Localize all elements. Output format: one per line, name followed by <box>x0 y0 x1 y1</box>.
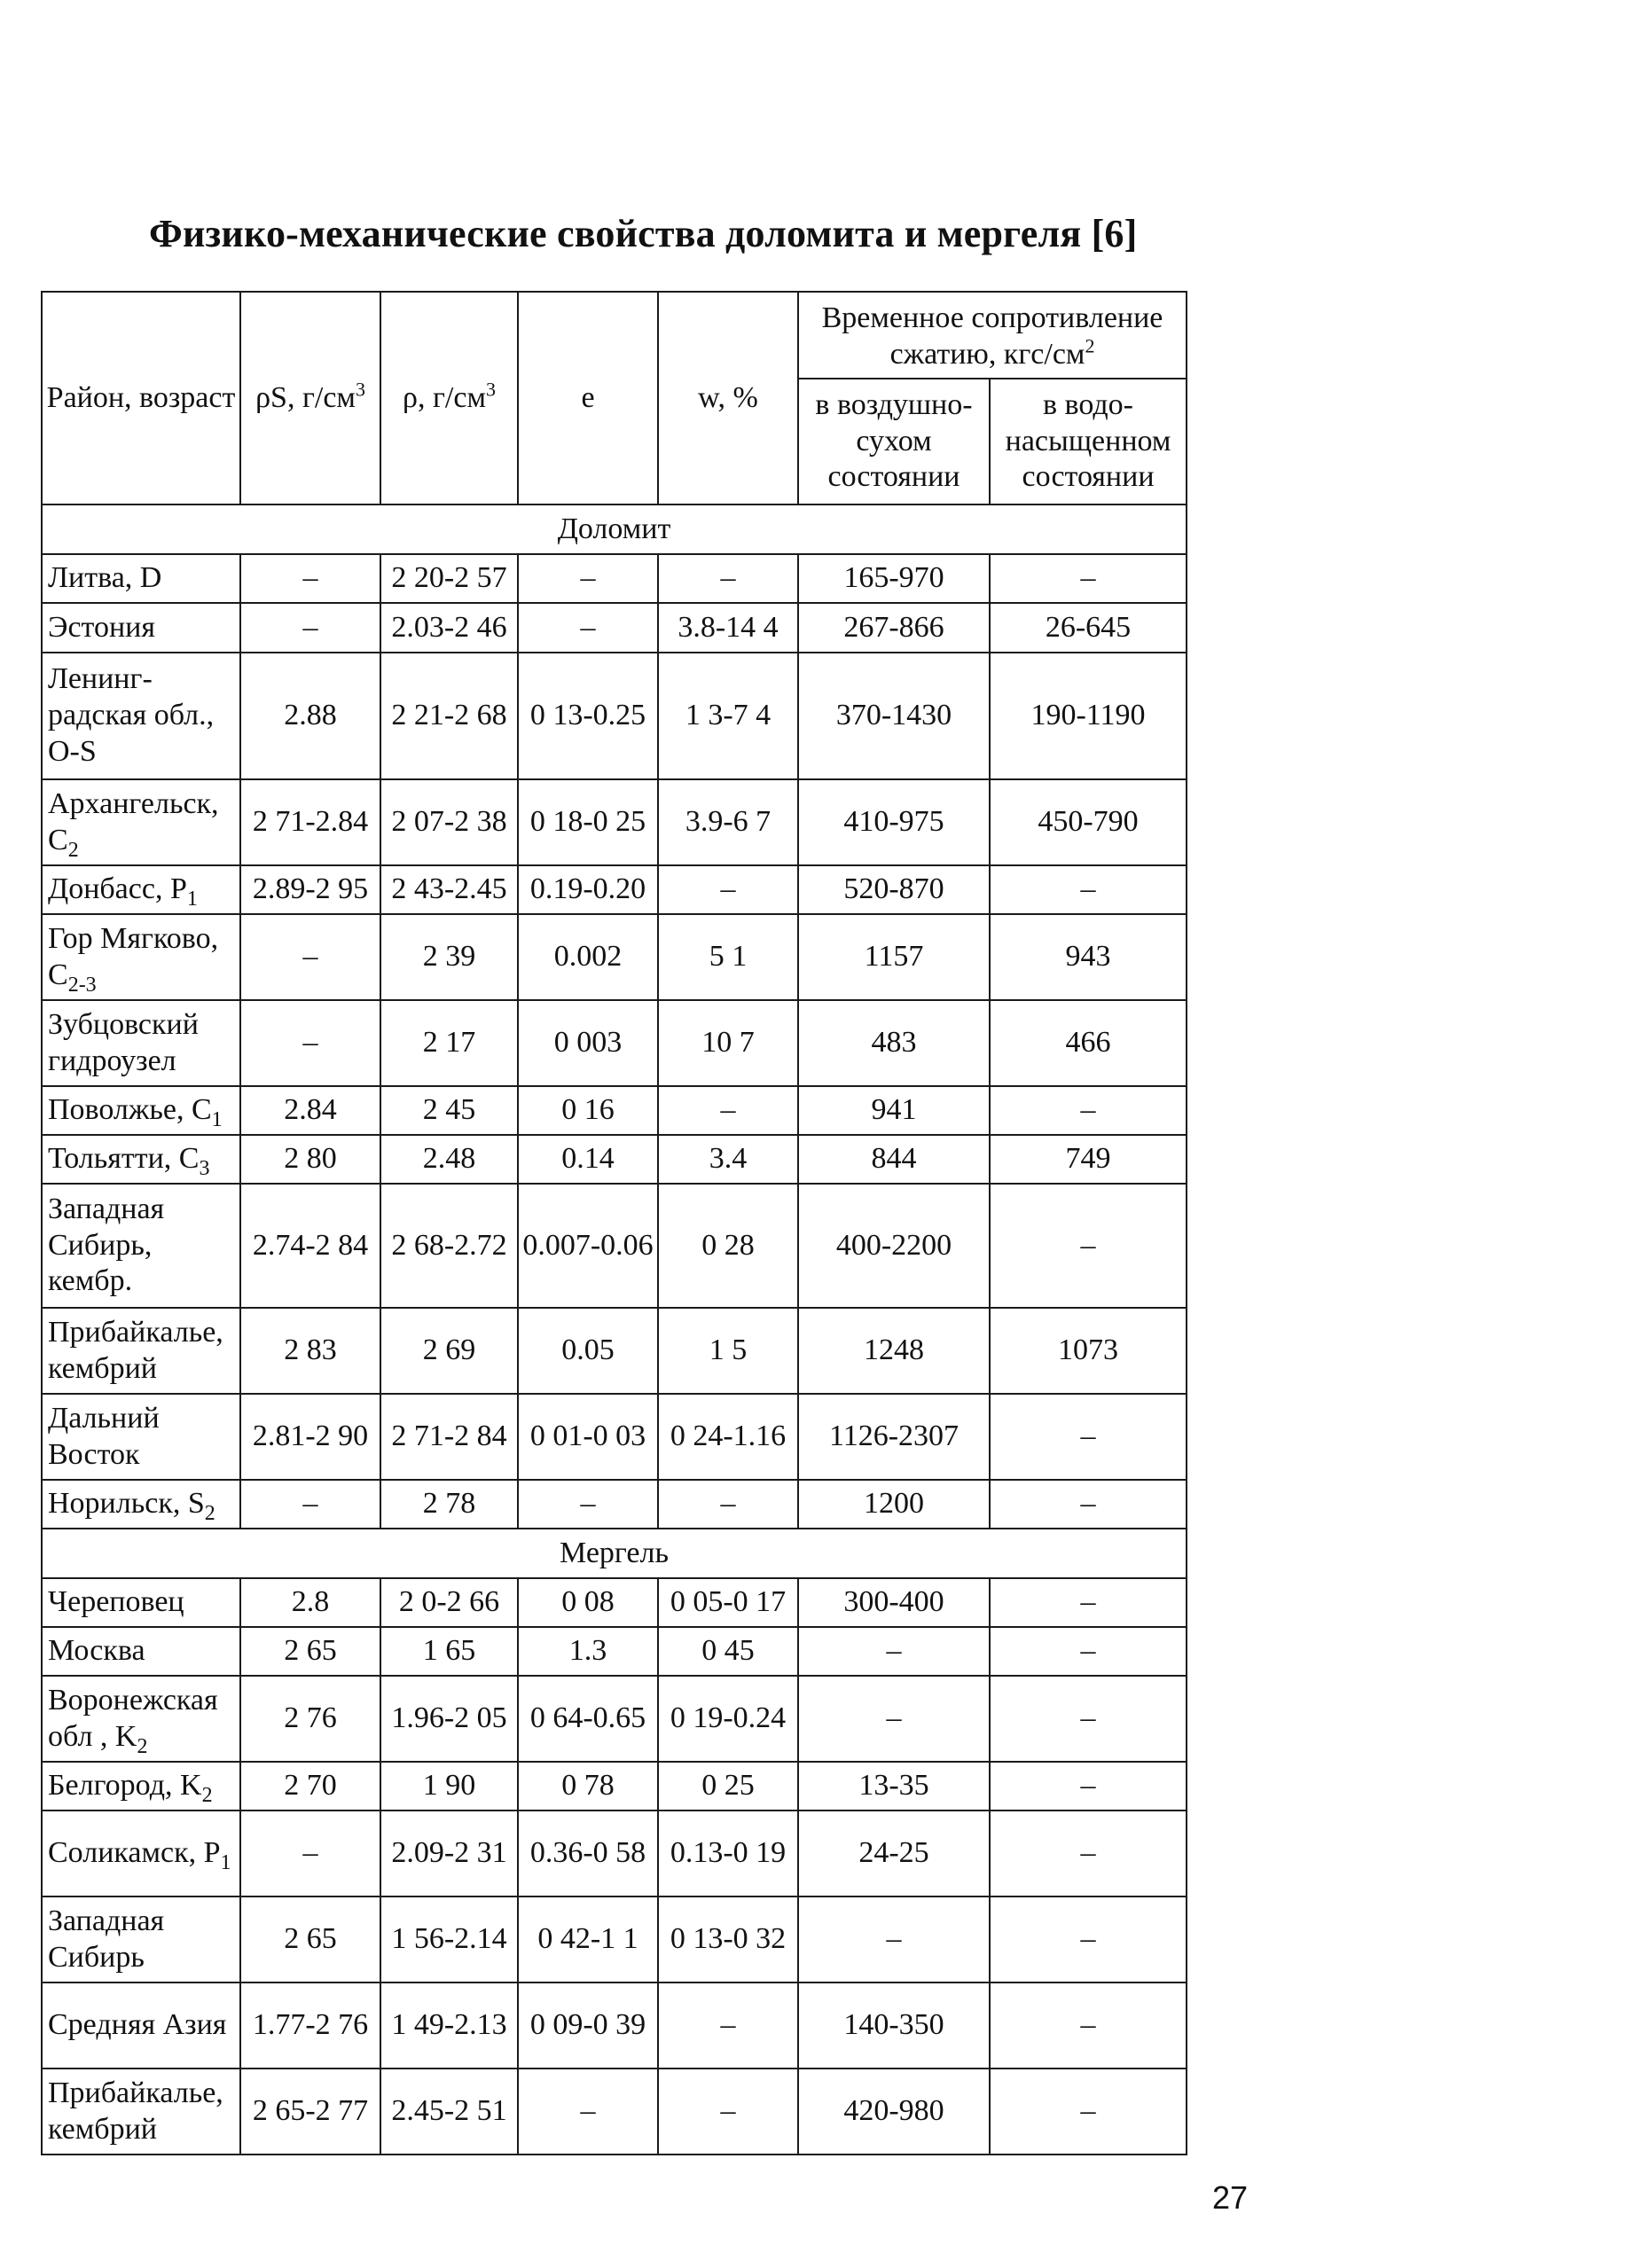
cell-e: – <box>518 554 658 603</box>
cell-rho: 2 07-2 38 <box>380 779 518 865</box>
header-rho-s: ρS, $г/см^3$ <box>240 292 380 504</box>
cell-e: 0 01-0 03 <box>518 1394 658 1480</box>
cell-rho-s: 2.84 <box>240 1086 380 1135</box>
table-row <box>42 865 1187 914</box>
cell-rho: 2 39 <box>380 914 518 1000</box>
cell-e: 0.36-0 58 <box>518 1810 658 1897</box>
cell-water-saturated: – <box>990 1983 1187 2069</box>
cell-rho-s: 2.8 <box>240 1578 380 1627</box>
cell-water-saturated: 466 <box>990 1000 1187 1086</box>
cell-air-dry: 400-2200 <box>798 1184 990 1308</box>
cell-rho: 1 49-2.13 <box>380 1983 518 2069</box>
table-row <box>42 1578 1187 1627</box>
cell-w: 1 5 <box>658 1308 798 1394</box>
cell-air-dry: – <box>798 1627 990 1676</box>
cell-rho-s: – <box>240 603 380 653</box>
table-row <box>42 603 1187 653</box>
cell-e: 0 18-0 25 <box>518 779 658 865</box>
cell-water-saturated: 26-645 <box>990 603 1187 653</box>
cell-rho-s: 2.74-2 84 <box>240 1184 380 1308</box>
cell-water-saturated: – <box>990 1480 1187 1529</box>
table-header <box>42 292 1187 504</box>
cell-w: – <box>658 865 798 914</box>
cell-air-dry: 165-970 <box>798 554 990 603</box>
table-row <box>42 1762 1187 1810</box>
header-region: Район, возраст <box>42 292 240 504</box>
cell-air-dry: 370-1430 <box>798 653 990 779</box>
cell-rho: 2 78 <box>380 1480 518 1529</box>
cell-rho: 2 68-2.72 <box>380 1184 518 1308</box>
cell-rho: 1.96-2 05 <box>380 1676 518 1762</box>
cell-rho-s: 2 65-2 77 <box>240 2069 380 2155</box>
cell-air-dry: 267-866 <box>798 603 990 653</box>
cell-rho: 2 17 <box>380 1000 518 1086</box>
cell-air-dry: 941 <box>798 1086 990 1135</box>
cell-air-dry: – <box>798 1676 990 1762</box>
cell-w: 0 25 <box>658 1762 798 1810</box>
cell-e: 0.05 <box>518 1308 658 1394</box>
header-e: e <box>518 292 658 504</box>
cell-water-saturated: – <box>990 865 1187 914</box>
cell-air-dry: 1157 <box>798 914 990 1000</box>
cell-air-dry: 24-25 <box>798 1810 990 1897</box>
cell-e: 0.19-0.20 <box>518 865 658 914</box>
cell-rho: 2.48 <box>380 1135 518 1184</box>
cell-region: Воронежская обл , $K_2$ <box>42 1676 240 1762</box>
cell-rho-s: 2.81-2 90 <box>240 1394 380 1480</box>
cell-w: 0 24-1.16 <box>658 1394 798 1480</box>
cell-w: 0.13-0 19 <box>658 1810 798 1897</box>
cell-water-saturated: – <box>990 554 1187 603</box>
cell-rho-s: 2.89-2 95 <box>240 865 380 914</box>
cell-water-saturated: 190-1190 <box>990 653 1187 779</box>
cell-water-saturated: – <box>990 1676 1187 1762</box>
cell-water-saturated: 943 <box>990 914 1187 1000</box>
cell-w: – <box>658 1086 798 1135</box>
cell-water-saturated: 450-790 <box>990 779 1187 865</box>
cell-rho: 2 45 <box>380 1086 518 1135</box>
cell-e: 0 08 <box>518 1578 658 1627</box>
header-air-dry: в воздушно-сухом состоянии <box>798 379 990 504</box>
cell-air-dry: 300-400 <box>798 1578 990 1627</box>
table-row <box>42 1135 1187 1184</box>
cell-e: 0 64-0.65 <box>518 1676 658 1762</box>
cell-region: Зубцовский гидроузел <box>42 1000 240 1086</box>
cell-air-dry: 1248 <box>798 1308 990 1394</box>
cell-water-saturated: – <box>990 1578 1187 1627</box>
cell-e: 0 78 <box>518 1762 658 1810</box>
header-water-saturated: в водо-насыщенном состоянии <box>990 379 1187 504</box>
cell-rho-s: 2 76 <box>240 1676 380 1762</box>
cell-e: – <box>518 1480 658 1529</box>
section-title: Мергель <box>42 1529 1187 1578</box>
cell-region: Архангельск, $C_2$ <box>42 779 240 865</box>
cell-e: – <box>518 603 658 653</box>
cell-rho: 2 71-2 84 <box>380 1394 518 1480</box>
cell-rho-s: 2.88 <box>240 653 380 779</box>
cell-region: Средняя Азия <box>42 1983 240 2069</box>
cell-w: 5 1 <box>658 914 798 1000</box>
cell-e: – <box>518 2069 658 2155</box>
cell-rho: 2 69 <box>380 1308 518 1394</box>
cell-region: Прибайкалье, кембрий <box>42 2069 240 2155</box>
table-row <box>42 653 1187 779</box>
header-strength: Временное сопротивление сжатию, кгс/$см^2$ <box>798 292 1187 379</box>
cell-rho-s: – <box>240 1480 380 1529</box>
table-row <box>42 779 1187 865</box>
cell-water-saturated: – <box>990 1810 1187 1897</box>
page-title: Физико-механические свойства доломита и мергеля [6] <box>149 212 1138 255</box>
cell-rho: 1 56-2.14 <box>380 1897 518 1983</box>
cell-w: – <box>658 1480 798 1529</box>
cell-water-saturated: – <box>990 2069 1187 2155</box>
cell-w: 10 7 <box>658 1000 798 1086</box>
table-row <box>42 1897 1187 1983</box>
cell-region: Донбасс, $P_1$ <box>42 865 240 914</box>
cell-w: 3.9-6 7 <box>658 779 798 865</box>
cell-rho-s: – <box>240 914 380 1000</box>
cell-e: 0 16 <box>518 1086 658 1135</box>
table-row <box>42 1394 1187 1480</box>
cell-rho: 1 90 <box>380 1762 518 1810</box>
cell-rho: 2 21-2 68 <box>380 653 518 779</box>
cell-w: 0 28 <box>658 1184 798 1308</box>
cell-e: 0 13-0.25 <box>518 653 658 779</box>
cell-region: Гор Мягково, $C_{2-3}$ <box>42 914 240 1000</box>
cell-e: 0 09-0 39 <box>518 1983 658 2069</box>
cell-rho: 2.45-2 51 <box>380 2069 518 2155</box>
cell-air-dry: 483 <box>798 1000 990 1086</box>
cell-rho-s: 2 65 <box>240 1627 380 1676</box>
cell-rho: 2.09-2 31 <box>380 1810 518 1897</box>
table-row <box>42 2069 1187 2155</box>
cell-e: 0.002 <box>518 914 658 1000</box>
table-row <box>42 1308 1187 1394</box>
cell-air-dry: 140-350 <box>798 1983 990 2069</box>
cell-rho: 2 43-2.45 <box>380 865 518 914</box>
cell-region: Москва <box>42 1627 240 1676</box>
cell-air-dry: 844 <box>798 1135 990 1184</box>
cell-region: Эстония <box>42 603 240 653</box>
table-row <box>42 1627 1187 1676</box>
cell-region: Белгород, $K_2$ <box>42 1762 240 1810</box>
cell-air-dry: 420-980 <box>798 2069 990 2155</box>
table-row <box>42 1480 1187 1529</box>
cell-air-dry: 410-975 <box>798 779 990 865</box>
cell-region: Ленинг-радская обл., O-S <box>42 653 240 779</box>
cell-region: Поволжье, $C_1$ <box>42 1086 240 1135</box>
cell-water-saturated: – <box>990 1394 1187 1480</box>
table-row <box>42 554 1187 603</box>
table-row <box>42 1000 1187 1086</box>
table-row <box>42 914 1187 1000</box>
cell-water-saturated: – <box>990 1897 1187 1983</box>
table-row <box>42 1086 1187 1135</box>
cell-rho-s: 2 83 <box>240 1308 380 1394</box>
cell-region: Череповец <box>42 1578 240 1627</box>
cell-w: 0 13-0 32 <box>658 1897 798 1983</box>
header-w: w, % <box>658 292 798 504</box>
cell-water-saturated: – <box>990 1184 1187 1308</box>
cell-w: 3.4 <box>658 1135 798 1184</box>
table-row <box>42 1676 1187 1762</box>
cell-water-saturated: – <box>990 1627 1187 1676</box>
cell-rho: 2 20-2 57 <box>380 554 518 603</box>
cell-air-dry: 13-35 <box>798 1762 990 1810</box>
cell-w: 1 3-7 4 <box>658 653 798 779</box>
cell-region: Дальний Восток <box>42 1394 240 1480</box>
cell-e: 0.007-0.06 <box>518 1184 658 1308</box>
cell-e: 0 003 <box>518 1000 658 1086</box>
cell-rho-s: – <box>240 554 380 603</box>
properties-table <box>41 291 1187 2155</box>
header-rho: ρ, $г/см^3$ <box>380 292 518 504</box>
cell-w: 3.8-14 4 <box>658 603 798 653</box>
cell-e: 1.3 <box>518 1627 658 1676</box>
cell-rho-s: – <box>240 1810 380 1897</box>
cell-water-saturated: – <box>990 1762 1187 1810</box>
cell-rho: 2 0-2 66 <box>380 1578 518 1627</box>
cell-rho-s: 1.77-2 76 <box>240 1983 380 2069</box>
cell-region: Соликамск, $P_1$ <box>42 1810 240 1897</box>
cell-rho: 2.03-2 46 <box>380 603 518 653</box>
cell-air-dry: 520-870 <box>798 865 990 914</box>
table-row <box>42 1983 1187 2069</box>
cell-w: – <box>658 2069 798 2155</box>
table-row <box>42 1184 1187 1308</box>
cell-rho: 1 65 <box>380 1627 518 1676</box>
cell-region: Прибайкалье, кембрий <box>42 1308 240 1394</box>
cell-e: 0 42-1 1 <box>518 1897 658 1983</box>
cell-rho-s: 2 71-2.84 <box>240 779 380 865</box>
cell-air-dry: 1200 <box>798 1480 990 1529</box>
cell-region: Западная Сибирь, кембр. <box>42 1184 240 1308</box>
cell-w: 0 05-0 17 <box>658 1578 798 1627</box>
cell-w: 0 19-0.24 <box>658 1676 798 1762</box>
cell-rho-s: 2 70 <box>240 1762 380 1810</box>
cell-w: – <box>658 554 798 603</box>
table-row <box>42 1810 1187 1897</box>
cell-rho-s: – <box>240 1000 380 1086</box>
table-body <box>42 504 1187 2155</box>
cell-w: 0 45 <box>658 1627 798 1676</box>
cell-rho-s: 2 65 <box>240 1897 380 1983</box>
cell-water-saturated: – <box>990 1086 1187 1135</box>
cell-air-dry: 1126-2307 <box>798 1394 990 1480</box>
page-number: 27 <box>1212 2179 1249 2216</box>
cell-region: Литва, D <box>42 554 240 603</box>
section-title: Доломит <box>42 504 1187 554</box>
section-row <box>42 1529 1187 1578</box>
cell-e: 0.14 <box>518 1135 658 1184</box>
cell-air-dry: – <box>798 1897 990 1983</box>
cell-w: – <box>658 1983 798 2069</box>
cell-water-saturated: 1073 <box>990 1308 1187 1394</box>
cell-water-saturated: 749 <box>990 1135 1187 1184</box>
cell-region: Западная Сибирь <box>42 1897 240 1983</box>
section-row <box>42 504 1187 554</box>
cell-region: Тольятти, $C_3$ <box>42 1135 240 1184</box>
cell-region: Норильск, $S_2$ <box>42 1480 240 1529</box>
cell-rho-s: 2 80 <box>240 1135 380 1184</box>
